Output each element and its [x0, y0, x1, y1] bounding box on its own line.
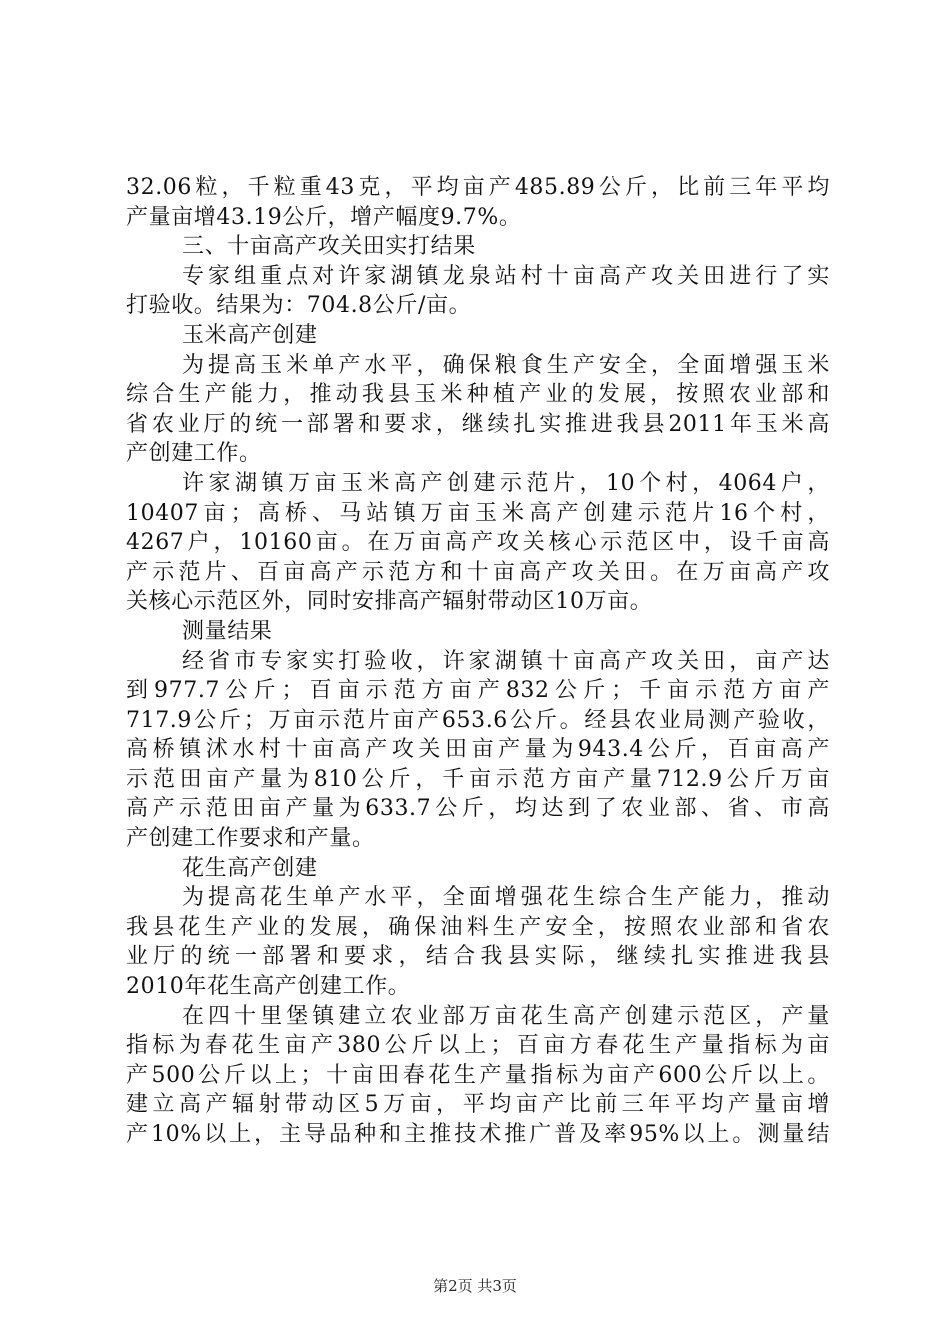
text-line: 关核心示范区外，同时安排高产辐射带动区10万亩。	[126, 589, 653, 615]
text-line: 为提高花生单产水平，全面增强花生综合生产能力，推动	[182, 885, 830, 911]
text-line: 产10%以上，主导品种和主推技术推广普及率95%以上。测量结	[126, 1122, 830, 1147]
section-heading: 玉米高产创建	[182, 322, 318, 348]
text-line: 业厅的统一部署和要求，结合我县实际，继续扎实推进我县	[126, 944, 830, 970]
text-line: 示范田亩产量为810公斤，千亩示范方亩产量712.9公斤万亩	[126, 766, 830, 792]
section-heading: 花生高产创建	[182, 855, 318, 881]
text-line: 产创建工作要求和产量。	[126, 826, 375, 852]
text-line: 在四十里堡镇建立农业部万亩花生高产创建示范区，产量	[182, 1003, 830, 1029]
text-line: 高产示范田亩产量为633.7公斤，均达到了农业部、省、市高	[126, 796, 830, 822]
text-line: 我县花生产业的发展，确保油料生产安全，按照农业部和省农	[126, 914, 830, 940]
section-heading: 测量结果	[182, 618, 273, 644]
text-line: 产创建工作。	[126, 441, 262, 467]
text-line: 产示范片、百亩高产示范方和十亩高产攻关田。在万亩高产攻	[126, 559, 830, 585]
text-line: 2010年花生高产创建工作。	[126, 974, 411, 1000]
text-line: 高桥镇沭水村十亩高产攻关田亩产量为943.4公斤，百亩高产	[126, 737, 830, 763]
text-line: 专家组重点对许家湖镇龙泉站村十亩高产攻关田进行了实	[182, 263, 830, 289]
text-line: 32.06粒，千粒重43克，平均亩产485.89公斤，比前三年平均	[126, 175, 830, 200]
text-line: 为提高玉米单产水平，确保粮食生产安全，全面增强玉米	[182, 352, 830, 378]
text-line: 建立高产辐射带动区5万亩，平均亩产比前三年平均产量亩增	[126, 1092, 830, 1118]
text-line: 指标为春花生亩产380公斤以上；百亩方春花生产量指标为亩	[126, 1033, 830, 1059]
page-footer: 第2页 共3页	[433, 1277, 517, 1295]
text-line: 10407亩；高桥、马站镇万亩玉米高产创建示范片16个村，	[126, 500, 830, 526]
text-line: 产500公斤以上；十亩田春花生产量指标为亩产600公斤以上。	[126, 1062, 830, 1088]
text-line: 许家湖镇万亩玉米高产创建示范片，10个村，4064户，	[182, 470, 830, 496]
text-line: 省农业厅的统一部署和要求，继续扎实推进我县2011年玉米高	[126, 411, 830, 437]
text-line: 综合生产能力，推动我县玉米种植产业的发展，按照农业部和	[126, 382, 830, 408]
text-line: 4267户，10160亩。在万亩高产攻关核心示范区中，设千亩高	[126, 530, 830, 556]
text-line: 经省市专家实打验收，许家湖镇十亩高产攻关田，亩产达	[182, 648, 830, 674]
text-line: 打验收。结果为：704.8公斤/亩。	[126, 293, 472, 319]
body-text	[126, 173, 830, 1150]
section-heading: 三、十亩高产攻关田实打结果	[182, 234, 476, 260]
text-line: 到977.7公斤；百亩示范方亩产832公斤；千亩示范方亩产	[126, 678, 830, 704]
text-line: 717.9公斤；万亩示范片亩产653.6公斤。经县农业局测产验收，	[126, 707, 830, 733]
text-line: 产量亩增43.19公斤，增产幅度9.7%。	[126, 204, 522, 230]
